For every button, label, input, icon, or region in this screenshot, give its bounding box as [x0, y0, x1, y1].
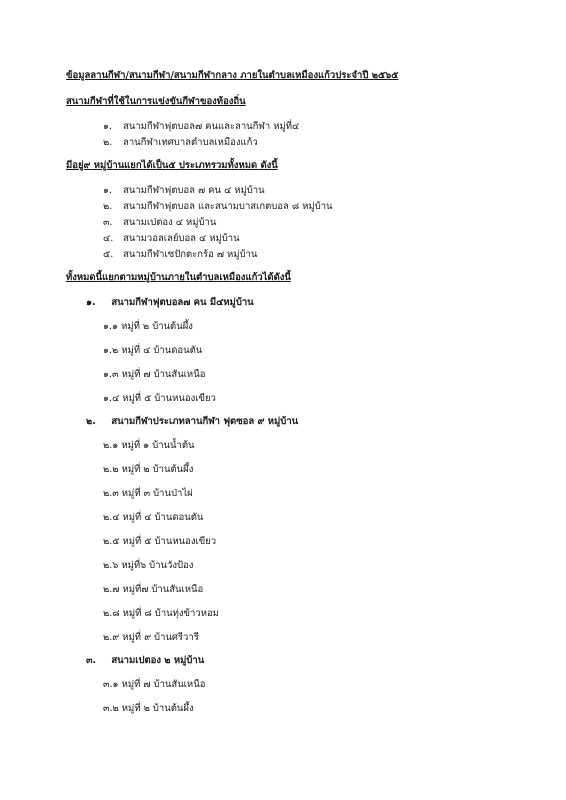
group-number: ๑.: [86, 297, 96, 308]
item-text: ลานกีฬาเทศบาลตำบลเหมืองแก้ว: [123, 137, 258, 148]
section1-item: [103, 137, 258, 149]
group-item: ๒.๒ หมู่ที่ ๒ บ้านต้นผึ้ง: [103, 464, 194, 475]
document-title: ข้อมูลลานกีฬา/สนามกีฬา/สนามกีฬากลาง ภายในตำบลเหมืองแก้วประจำปี ๒๕๖๕: [66, 70, 399, 81]
group-title-text: สนามกีฬาประเภทลานกีฬา ฟุตซอล ๙ หมู่บ้าน: [111, 416, 299, 427]
section2-item: [103, 185, 265, 197]
group-title-text: สนามกีฬาฟุตบอล๗ คน มี๔หมู่บ้าน: [111, 297, 254, 308]
item-number: ๒.: [103, 137, 113, 148]
section1-heading: สนามกีฬาที่ใช้ในการแข่งขันกีฬาของท้องถิ่น: [66, 96, 246, 107]
group-item: ๒.๓ หมู่ที่ ๓ บ้านป่าไผ่: [103, 488, 193, 499]
section2-heading: มีอยู่๙ หมู่บ้านแยกได้เป็น๕ ประเภทรวมทั้งหมด ดังนี้: [66, 160, 278, 171]
group-item: ๒.๔ หมู่ที่ ๔ บ้านดอนตัน: [103, 512, 204, 523]
group-item: ๓.๑ หมู่ที่ ๗ บ้านสันเหนือ: [103, 679, 206, 690]
section2-item: [103, 249, 257, 261]
group-title: [86, 297, 254, 309]
item-text: สนามเปตอง ๔ หมู่บ้าน: [123, 217, 217, 228]
item-number: ๕.: [103, 249, 114, 260]
item-text: สนามวอลเลย์บอล ๔ หมู่บ้าน: [123, 233, 240, 244]
section2-item: [103, 201, 333, 213]
group-title: [86, 655, 204, 667]
section2-item: [103, 233, 240, 245]
section3-heading: ทั้งหมดนี้แยกตามหมู่บ้านภายในตำบลเหมืองแก้วได้ดังนี้: [66, 272, 291, 283]
item-number: ๔.: [103, 233, 114, 244]
item-number: ๓.: [103, 217, 113, 228]
section2-item: [103, 217, 216, 229]
item-text: สนามกีฬาเซปักตะกร้อ ๗ หมู่บ้าน: [123, 249, 258, 260]
group-item: ๒.๑ หมู่ที่ ๑ บ้านน้ำต้น: [103, 440, 195, 451]
group-item: ๒.๗ หมู่ที่๗ บ้านสันเหนือ: [103, 584, 204, 595]
group-item: ๒.๕ หมู่ที่ ๕ บ้านหนองเขียว: [103, 536, 217, 547]
group-item: ๒.๘ หมู่ที่ ๘ บ้านทุ่งข้าวหอม: [103, 608, 219, 619]
group-item: ๑.๑ หมู่ที่ ๒ บ้านต้นผึ้ง: [103, 321, 193, 332]
group-item: ๑.๒ หมู่ที่ ๔ บ้านดอนตัน: [103, 345, 203, 356]
group-number: ๒.: [86, 416, 96, 427]
item-text: สนามกีฬาฟุตบอล๗ คนและลานกีฬา หมู่ที่๔: [123, 121, 300, 132]
item-text: สนามกีฬาฟุตบอล และสนามบาสเกตบอล ๘ หมู่บ้าน: [123, 201, 333, 212]
group-item: ๒.๙ หมู่ที่ ๙ บ้านศรีวารี: [103, 632, 199, 643]
item-number: ๒.: [103, 201, 113, 212]
item-number: ๑.: [103, 185, 113, 196]
group-title: [86, 416, 298, 428]
group-number: ๓.: [86, 655, 97, 666]
group-item: ๓.๒ หมู่ที่ ๒ บ้านต้นผึ้ง: [103, 703, 194, 714]
item-text: สนามกีฬาฟุตบอล ๗ คน ๔ หมู่บ้าน: [123, 185, 265, 196]
group-item: ๑.๔ หมู่ที่ ๕ บ้านหนองเขียว: [103, 393, 216, 404]
group-title-text: สนามเปตอง ๒ หมู่บ้าน: [111, 655, 205, 666]
item-number: ๑.: [103, 121, 113, 132]
group-item: ๑.๓ หมู่ที่ ๗ บ้านสันเหนือ: [103, 369, 206, 380]
section1-item: [103, 121, 299, 133]
group-item: ๒.๖ หมู่ที่๖ บ้านวังป้อง: [103, 560, 194, 571]
